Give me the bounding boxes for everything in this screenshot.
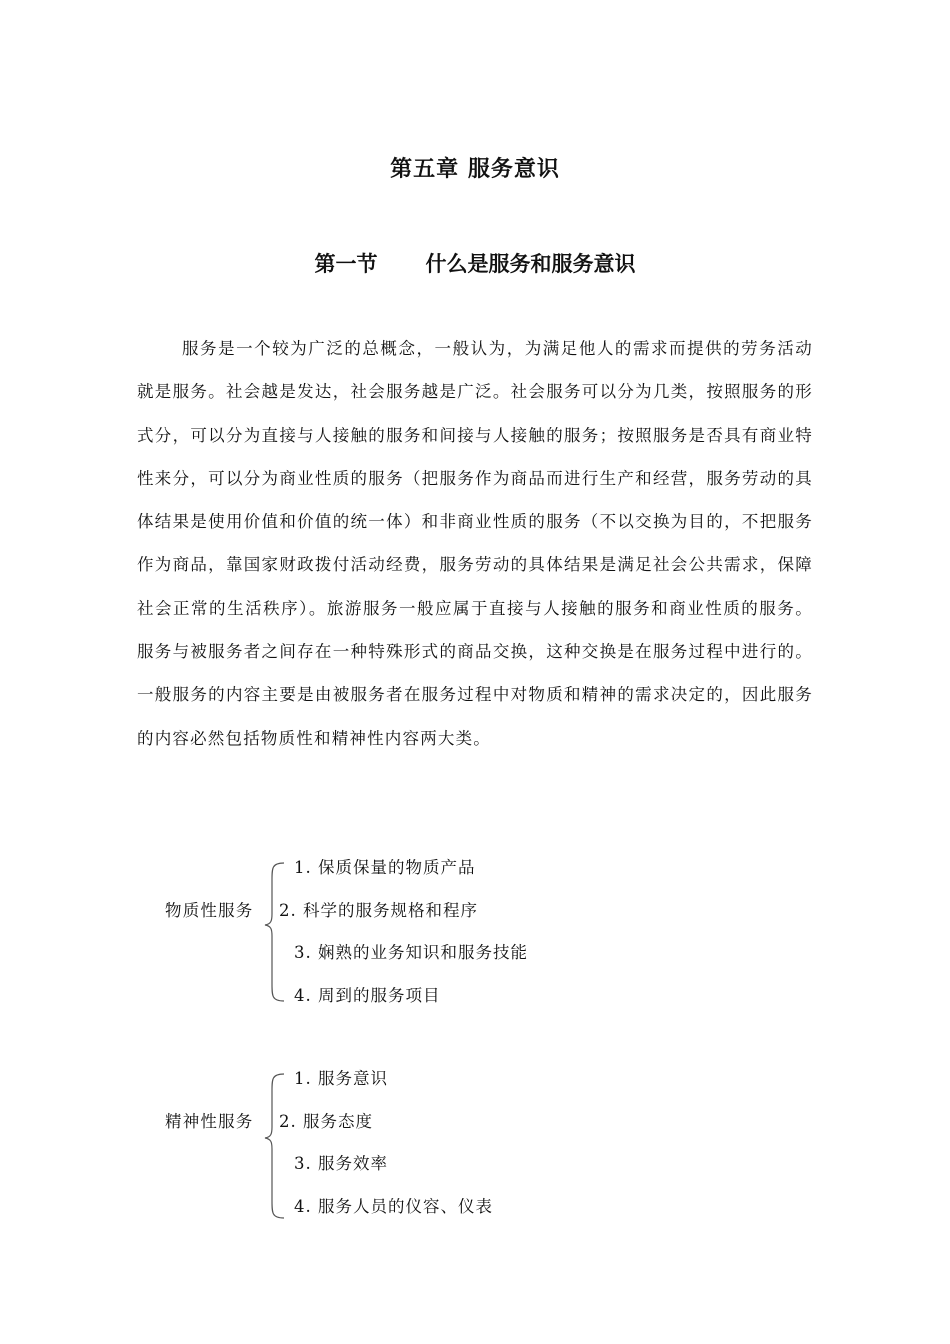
- section-number: 第一节: [314, 252, 378, 276]
- left-brace-icon: [262, 1073, 286, 1219]
- chapter-title: 第五章 服务意识: [390, 157, 560, 182]
- material-item-4: 4. 周到的服务项目: [294, 986, 441, 1005]
- spiritual-item-2: 2. 服务态度: [279, 1112, 373, 1131]
- section-title: [0, 248, 950, 278]
- section-heading: 什么是服务和服务意识: [425, 252, 636, 276]
- spiritual-service-group: [0, 1057, 950, 1227]
- material-service-label: 物质性服务: [165, 901, 254, 920]
- material-item-1: 1. 保质保量的物质产品: [294, 858, 476, 877]
- spiritual-service-label: 精神性服务: [165, 1112, 254, 1131]
- spiritual-item-4: 4. 服务人员的仪容、仪表: [294, 1197, 493, 1216]
- spiritual-item-3: 3. 服务效率: [294, 1154, 388, 1173]
- material-item-3: 3. 娴熟的业务知识和服务技能: [294, 943, 528, 962]
- material-service-group: [0, 846, 950, 1016]
- body-paragraph: 服务是一个较为广泛的总概念，一般认为，为满足他人的需求而提供的劳务活动就是服务。社会越是发达，社会服务越是广泛。社会服务可以分为几类，按照服务的形式分，可以分为直接与人接触的服务和间接与人接触的服务；按照服务是否具有商业特性来分，可以分为商业性质的服务（把服务作为商品而进行生产和经营，服务劳动的具体结果是使用价值和价值的统一体）和非商业性质的服务（不以交换为目的，不把服务作为商品，靠国家财政拨付活动经费，服务劳动的具体结果是满足社会公共需求，保障社会正常的生活秩序）。旅游服务一般应属于直接与人接触的服务和商业性质的服务。服务与被服务者之间存在一种特殊形式的商品交换，这种交换是在服务过程中进行的。一般服务的内容主要是由被服务者在服务过程中对物质和精神的需求决定的，因此服务的内容必然包括物质性和精神性内容两大类。: [137, 339, 813, 748]
- material-item-2: 2. 科学的服务规格和程序: [279, 901, 478, 920]
- left-brace-icon: [262, 862, 286, 1002]
- spiritual-item-1: 1. 服务意识: [294, 1069, 388, 1088]
